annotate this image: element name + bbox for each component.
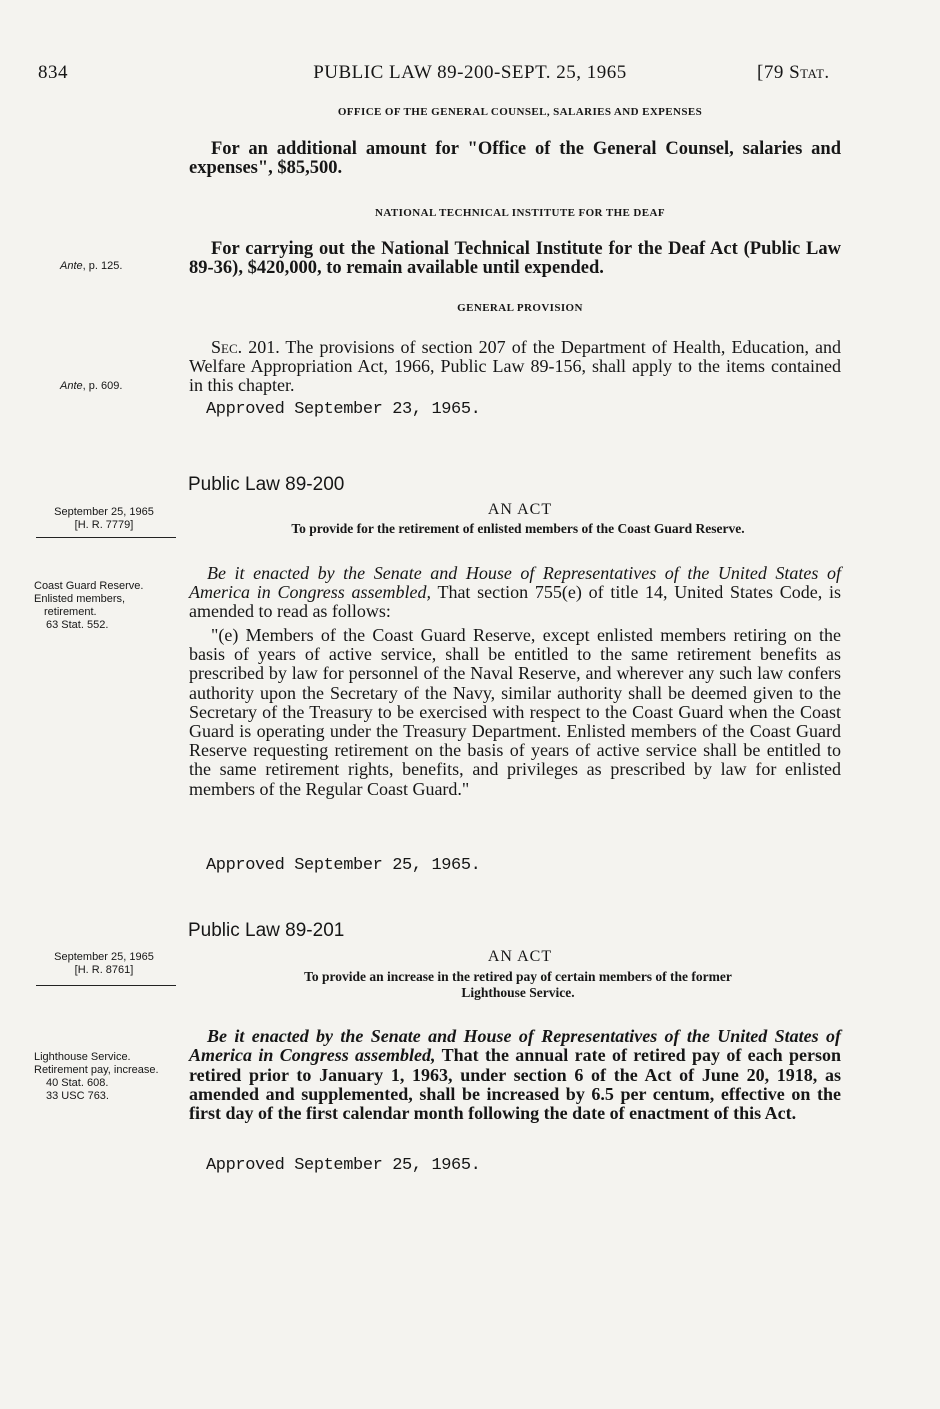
running-title: PUBLIC LAW 89-200-SEPT. 25, 1965 — [313, 62, 627, 83]
margin-note-ante-125-italic: Ante — [60, 260, 83, 272]
law201-margin-note: 40 Stat. 608. — [46, 1077, 109, 1089]
public-law-89-201-title: Public Law 89-201 — [188, 920, 345, 941]
law200-enacting-italic: Be it enacted by the Senate and House of Representatives of the United States of America in Congress assembled, — [189, 563, 841, 602]
law200-date: September 25, 1965 — [54, 506, 154, 518]
law200-margin-notes — [34, 580, 174, 632]
sec-text: 201. The provisions of section 207 of the Department of Health, Education, and Welfare Appropriation Act, 1966, Public Law 89-156, shall apply to the items contained in this chapter. — [189, 337, 841, 395]
approved-line-law201: Approved September 25, 1965. — [206, 1156, 481, 1175]
margin-note-ante-609 — [60, 380, 122, 392]
paragraph-general-provision — [189, 338, 841, 395]
volume-reference — [757, 62, 830, 84]
approved-line-sec201: Approved September 23, 1965. — [206, 400, 481, 419]
law201-margin-notes — [34, 1051, 174, 1103]
margin-note-ante-609-rest: , p. 609. — [82, 380, 123, 392]
law201-act-label: AN ACT — [487, 948, 553, 965]
paragraph-general-counsel: For an additional amount for "Office of the General Counsel, salaries and expenses", $85,500. — [189, 139, 841, 178]
law200-bill: [H. R. 7779] — [74, 519, 134, 531]
section-heading-general-counsel: OFFICE OF THE GENERAL COUNSEL, SALARIES AND EXPENSES — [337, 106, 703, 118]
law200-margin-note: 63 Stat. 552. — [46, 619, 109, 631]
sec-label: Sec. — [211, 337, 243, 357]
law201-enacting-rest: That the annual rate of retired pay of each person retired prior to January 1, 1963, under section 6 of the Act of June 20, 1918, as amended and supplemented, shall be increased by 6.5 per centum, effective on the first day of the first calendar month following the date of enactment of this Act. — [189, 1045, 842, 1124]
law200-enacting-clause — [189, 564, 841, 621]
law200-margin-note: Coast Guard Reserve. — [34, 580, 144, 592]
margin-note-ante-125 — [60, 260, 122, 272]
law200-body: "(e) Members of the Coast Guard Reserve, except enlisted members retiring on the basis of years of active service, shall be entitled to the same retirement benefits as prescribed by law for personnel of the Naval Reserve, and wherever any such law confers authority upon the Secretary of the Navy, similar authority shall be deemed given to the Secretary of the Treasury to be exercised with respect to the Coast Guard when the Coast Guard is operating under the Treasury Department. Enlisted members of the Coast Guard Reserve requesting retirement on the basis of years of active service shall be entitled to the same retirement rights, benefits, and privileges as prescribed by law for enlisted members of the Regular Coast Guard." — [189, 625, 841, 799]
margin-note-ante-125-rest: , p. 125. — [82, 260, 123, 272]
section-heading-deaf-institute: NATIONAL TECHNICAL INSTITUTE FOR THE DEAF — [375, 207, 665, 219]
law201-margin-note: Retirement pay, increase. — [34, 1064, 159, 1076]
public-law-89-200-title: Public Law 89-200 — [188, 474, 345, 495]
law201-purpose-line2: Lighthouse Service. — [461, 985, 575, 1000]
law201-margin-rule — [36, 985, 176, 986]
volume-stat: Stat. — [789, 62, 830, 83]
volume-number: [79 — [757, 62, 790, 83]
paragraph-deaf-institute: For carrying out the National Technical Institute for the Deaf Act (Public Law 89-36), $420,000, to remain available until expended. — [189, 239, 841, 278]
law201-margin-note: Lighthouse Service. — [34, 1051, 131, 1063]
margin-note-ante-609-italic: Ante — [60, 380, 83, 392]
section-heading-general-provision: GENERAL PROVISION — [457, 302, 583, 314]
law200-margin-note: Enlisted members, retirement. — [34, 593, 126, 618]
law201-enacting-clause — [189, 1027, 841, 1123]
page-number: 834 — [38, 62, 68, 83]
law200-purpose: To provide for the retirement of enlisted members of the Coast Guard Reserve. — [291, 521, 745, 536]
law201-margin-note: 33 USC 763. — [46, 1090, 109, 1102]
law201-date: September 25, 1965 — [54, 951, 154, 963]
law201-bill: [H. R. 8761] — [74, 964, 134, 976]
law201-enacting-italic: Be it enacted by the Senate and House of Representatives of the United States of America in Congress assembled, — [189, 1026, 841, 1066]
approved-line-law200: Approved September 25, 1965. — [206, 856, 481, 875]
law200-margin-rule — [36, 537, 176, 538]
law200-act-label: AN ACT — [487, 501, 553, 518]
law201-purpose-line1: To provide an increase in the retired pay of certain members of the former — [304, 969, 732, 984]
law201-purpose — [188, 969, 848, 1001]
law200-enacting-rest: That section 755(e) of title 14, United States Code, is amended to read as follows: — [189, 582, 841, 621]
